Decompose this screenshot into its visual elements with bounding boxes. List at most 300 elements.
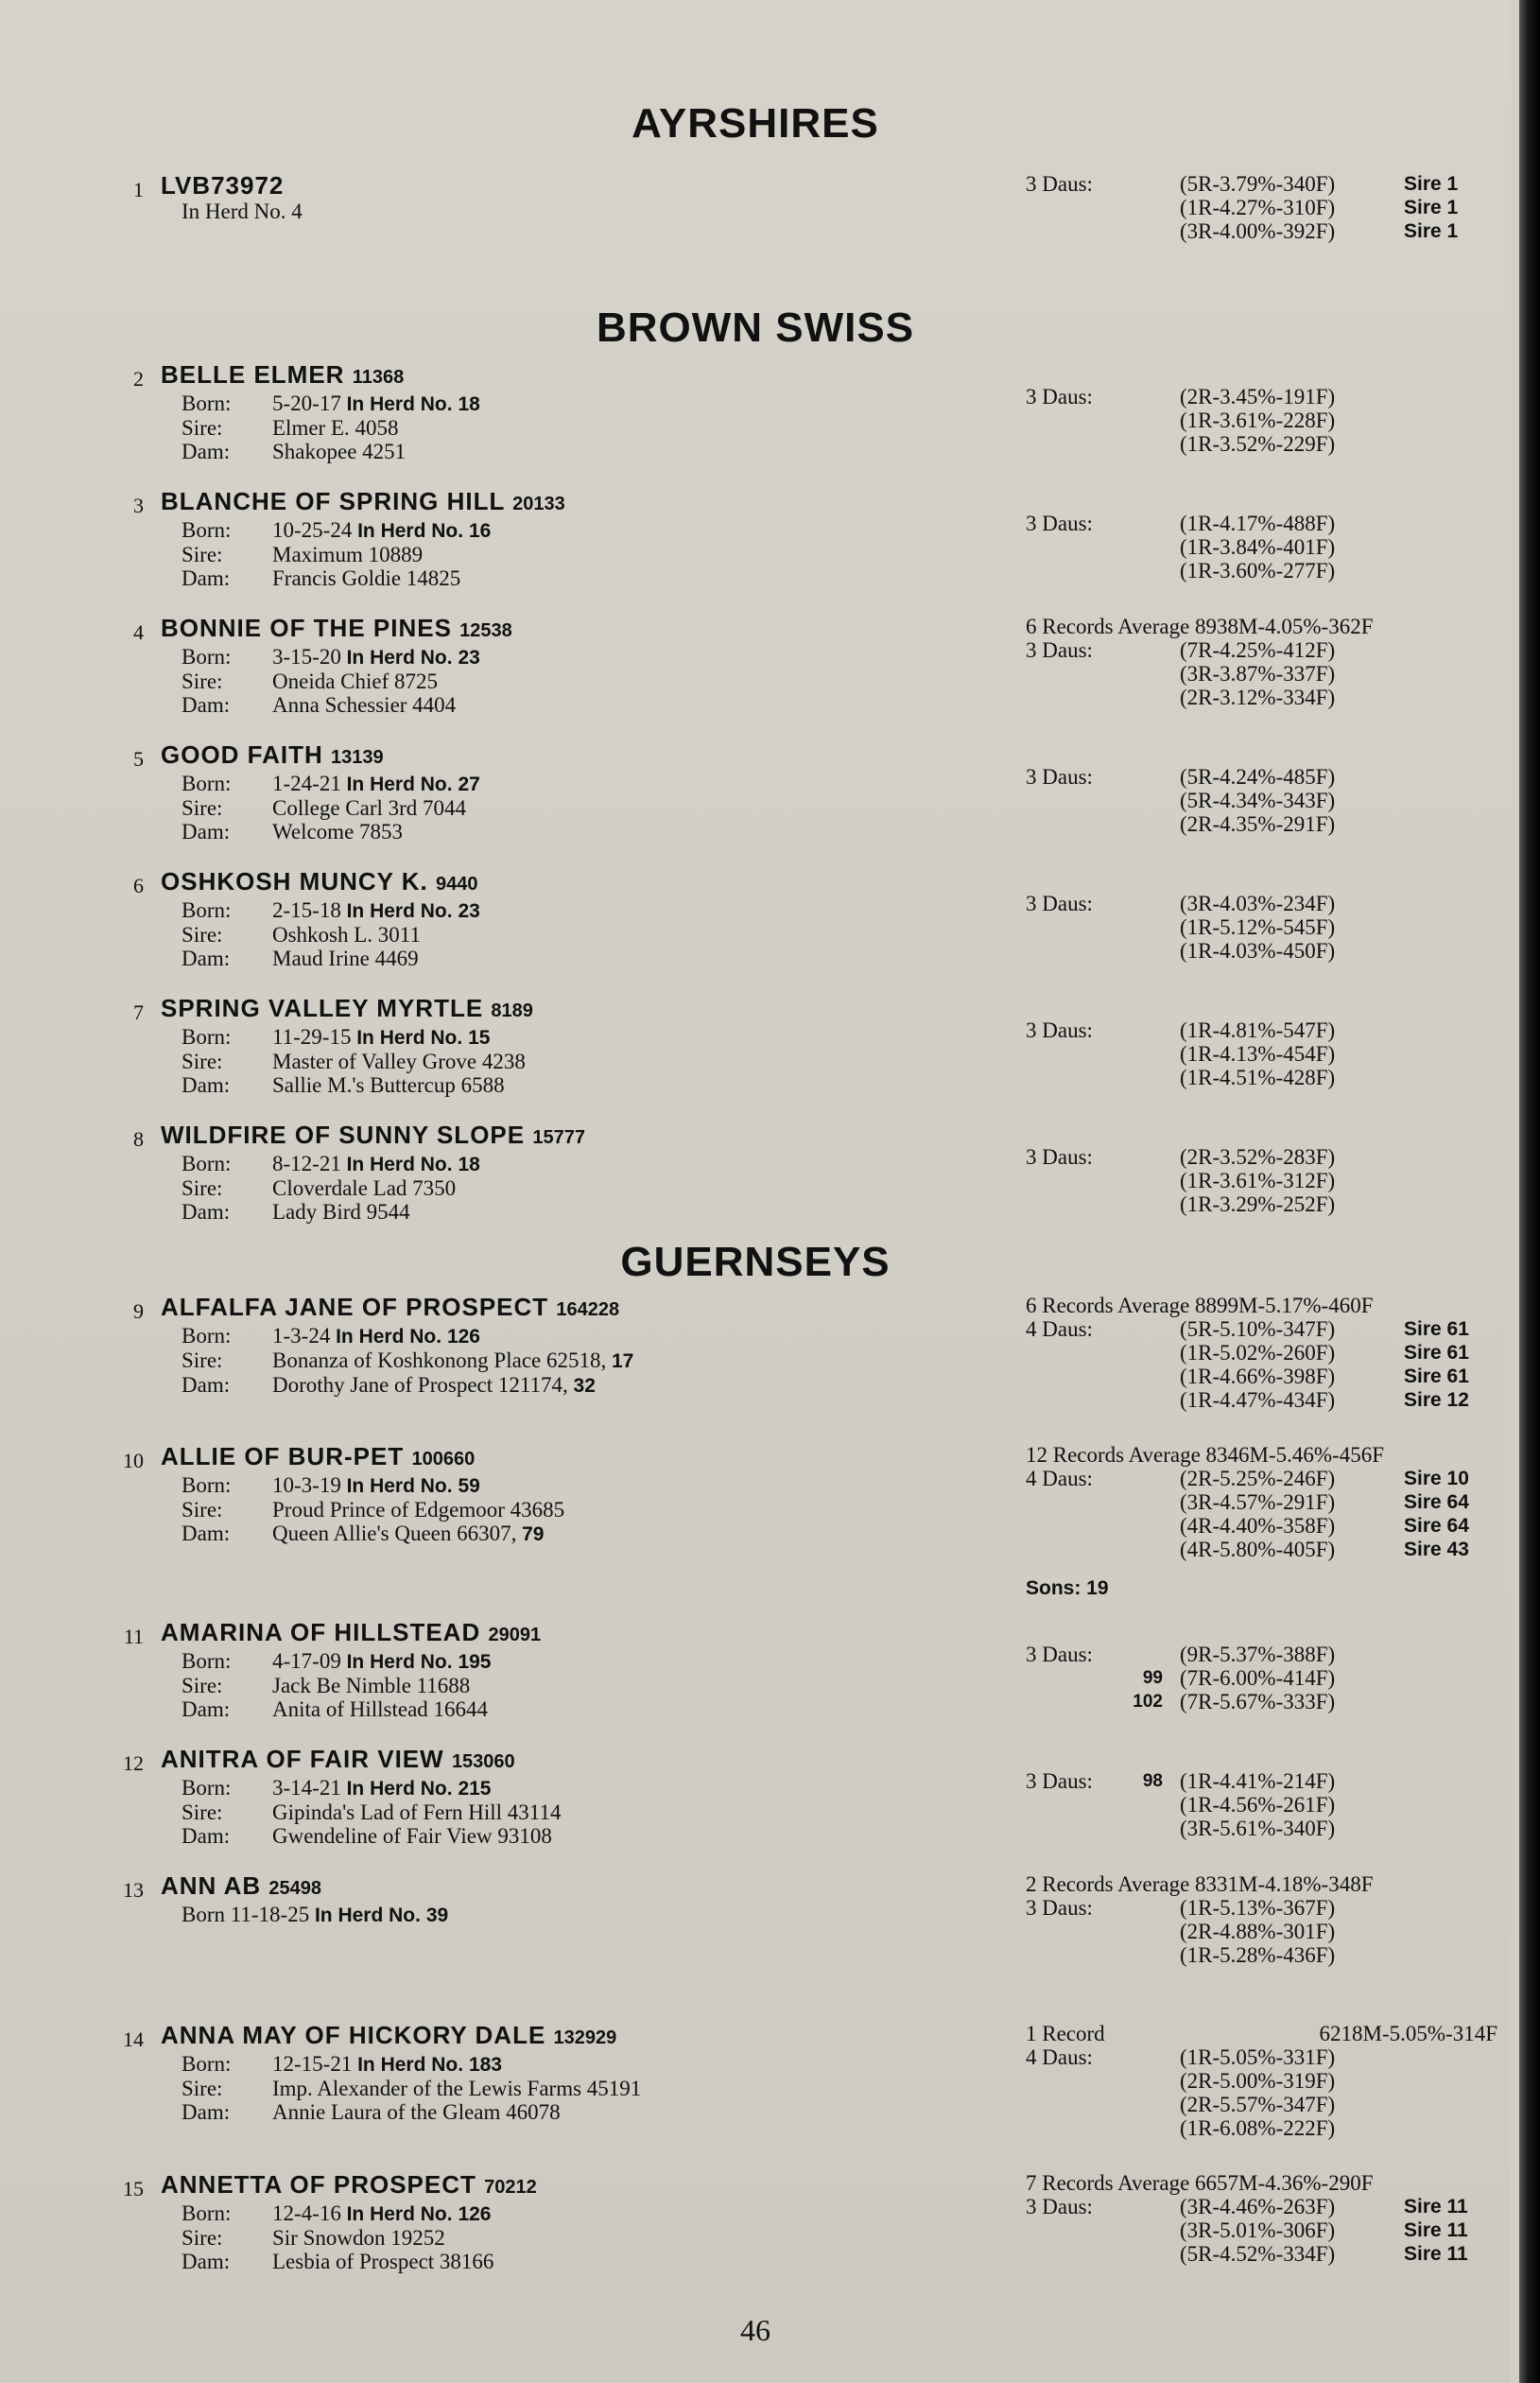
bull-entry [0,615,1511,738]
born-date: 12-15-21 [272,2052,353,2076]
daus-label: 3 Daus: [1026,172,1093,196]
entry-title [161,1872,1012,1903]
daughter-value: (1R-4.56%-261F) [1180,1793,1336,1817]
daughter-record [1026,1817,1503,1840]
entry-title [161,615,1012,645]
sire-name: Proud Prince of Edgemoor 43685 [272,1498,565,1522]
dam-line [161,2250,1012,2273]
sire-line [161,2226,1012,2250]
daughter-rank: 102 [1133,1692,1163,1712]
registry-number: 153060 [451,1751,515,1772]
dam-label: Dam: [182,440,231,463]
daughter-value: (4R-5.80%-405F) [1180,1538,1336,1561]
in-herd-label: In Herd No. [357,520,464,542]
sire-name: Imp. Alexander of the Lewis Farms 45191 [272,2077,642,2100]
daughter-value: (2R-5.57%-347F) [1180,2093,1336,2116]
sire-line [161,1498,1012,1522]
born-label: Born: [182,518,232,542]
born-line [161,1473,1012,1498]
dam-line [161,566,1012,590]
sire-line [161,2077,1012,2100]
daughter-value: (1R-5.05%-331F) [1180,2045,1336,2069]
bull-entry [0,2022,1511,2145]
records-average [1026,1294,1503,1317]
bull-entry [0,1872,1511,1995]
dam-name: Welcome 7853 [272,820,404,844]
daughter-record [1026,638,1503,662]
born-line [161,391,1012,416]
sire-name: Elmer E. 4058 [272,416,399,440]
records-text: 2 Records Average 8331M-4.18%-348F [1026,1872,1374,1896]
entry-details [161,1122,1012,1224]
dam-label: Dam: [182,1824,231,1848]
herd-ref [347,2203,492,2225]
daughter-rank: 98 [1142,1771,1163,1791]
daughter-record [1026,219,1503,243]
daughter-record [1026,1341,1503,1365]
section-heading-ayrshires: AYRSHIRES [632,100,879,147]
born-date: 3-15-20 [272,645,341,669]
sire-rank: Sire 64 [1404,1515,1469,1537]
sire-label: Sire: [182,670,223,693]
herd-ref [357,2054,502,2076]
registry-number: 164228 [556,1299,620,1320]
born-date: 1-24-21 [272,772,341,795]
production-records [1026,1872,1503,1967]
daus-label: 3 Daus: [1026,1896,1093,1920]
herd-number: 23 [458,900,480,922]
registry-number: 9440 [436,874,478,895]
production-records [1026,1294,1503,1412]
sire-rank: Sire 11 [1404,2196,1468,2218]
daughter-record [1026,1769,1503,1793]
daughter-value: (5R-5.10%-347F) [1180,1317,1336,1341]
daughter-value: (7R-6.00%-414F) [1180,1666,1336,1690]
production-records [1026,361,1503,456]
entry-details [161,1746,1012,1848]
daughter-value: (1R-4.51%-428F) [1180,1066,1336,1089]
dam-label: Dam: [182,1522,231,1545]
daughter-record [1026,1066,1503,1089]
herd-number: 59 [458,1475,480,1497]
herd-ref [347,393,480,415]
dam-line [161,693,1012,717]
daughter-record [1026,915,1503,939]
bull-entry [0,1294,1511,1417]
daughter-value: (1R-5.12%-545F) [1180,915,1336,939]
dam-label: Dam: [182,1200,231,1224]
bull-entry [0,361,1511,484]
entry-details [161,1443,1012,1546]
records-text: 6 Records Average 8938M-4.05%-362F [1026,615,1374,638]
daughter-record [1026,1643,1503,1666]
sire-line [161,416,1012,440]
sire-label: Sire: [182,543,223,566]
records-text: 7 Records Average 6657M-4.36%-290F [1026,2171,1374,2195]
sire-line [161,923,1012,947]
daughter-value: (1R-5.02%-260F) [1180,1341,1336,1365]
entry-details [161,995,1012,1097]
daus-label: 3 Daus: [1026,765,1093,789]
registry-number: 29091 [488,1625,542,1645]
born-line [161,1324,1012,1348]
herd-number: 23 [458,647,480,669]
registry-number: 100660 [411,1449,476,1470]
born-date: 10-25-24 [272,518,353,542]
animal-name: BONNIE OF THE PINES [161,614,452,642]
entry-title [161,741,1012,772]
daughter-record [1026,1943,1503,1967]
daughter-value: (4R-4.40%-358F) [1180,1514,1336,1538]
animal-name: ALLIE OF BUR-PET [161,1442,405,1470]
herd-number: 195 [458,1651,492,1673]
animal-name: OSHKOSH MUNCY K. [161,867,428,896]
entry-title [161,172,1012,200]
daughter-record [1026,409,1503,432]
herd-number: 15 [468,1027,491,1049]
dam-label: Dam: [182,566,231,590]
entry-title [161,1619,1012,1649]
daughter-record [1026,196,1503,219]
daughter-record [1026,892,1503,915]
sire-label: Sire: [182,1348,223,1372]
born-line [161,1776,1012,1800]
production-records [1026,868,1503,963]
daughter-record [1026,1018,1503,1042]
daughter-value: (3R-4.57%-291F) [1180,1490,1336,1514]
born-line [161,2201,1012,2226]
daus-label: 4 Daus: [1026,1467,1093,1490]
animal-name: GOOD FAITH [161,740,323,769]
production-records [1026,1619,1503,1713]
dam-label: Dam: [182,947,231,970]
bull-entry [0,1122,1511,1244]
sire-rank: Sire 61 [1404,1365,1469,1387]
daughter-value: (5R-4.34%-343F) [1180,789,1336,812]
daughter-value: (5R-4.52%-334F) [1180,2242,1336,2266]
sire-line [161,796,1012,820]
single-record [1026,2022,1503,2045]
born-label: Born: [182,898,232,922]
sire-rank: Sire 61 [1404,1342,1469,1364]
daughter-value: (3R-5.01%-306F) [1180,2218,1336,2242]
sire-label: Sire: [182,1050,223,1073]
daughter-record [1026,559,1503,583]
animal-name: SPRING VALLEY MYRTLE [161,994,484,1022]
bull-entry [0,1746,1511,1869]
sire-rank: Sire 61 [1404,1318,1469,1340]
dam-label: Dam: [182,2100,231,2124]
entry-number: 2 [133,367,144,391]
dam-name: Maud Irine 4469 [272,947,419,970]
daughter-value: (1R-5.13%-367F) [1180,1896,1336,1920]
in-herd-label: In Herd No. [346,393,453,415]
entry-details [161,741,1012,844]
daughter-record [1026,789,1503,812]
born-label: Born: [182,2201,232,2225]
sire-ref: 17 [612,1350,634,1372]
spacer [1026,1746,1503,1769]
daus-label: 3 Daus: [1026,2195,1093,2218]
entry-number: 7 [133,1000,144,1024]
dam-label: Dam: [182,1697,231,1721]
spacer [1026,995,1503,1018]
in-herd-label: In Herd No. [356,1027,463,1049]
entry-details [161,488,1012,590]
daus-label: 3 Daus: [1026,1643,1093,1666]
dam-line [161,440,1012,463]
born-line [161,645,1012,670]
page-number: 46 [740,2313,770,2347]
born-line [161,898,1012,923]
entry-number: 13 [123,1878,144,1902]
daughter-value: (7R-4.25%-412F) [1180,638,1336,662]
sire-rank: Sire 1 [1404,197,1459,218]
entry-number: 15 [123,2177,144,2200]
herd-ref [347,1475,480,1497]
animal-name: WILDFIRE OF SUNNY SLOPE [161,1121,526,1149]
animal-name: ANITRA OF FAIR VIEW [161,1745,444,1773]
daughter-value: (1R-4.13%-454F) [1180,1042,1336,1066]
daughter-record [1026,2045,1503,2069]
entry-title [161,1443,1012,1473]
sire-label: Sire: [182,796,223,820]
entry-details [161,868,1012,970]
spacer [1026,1122,1503,1145]
production-records [1026,2022,1503,2140]
daughter-value: (1R-3.60%-277F) [1180,559,1336,583]
entry-details [161,2171,1012,2273]
daughter-value: (5R-4.24%-485F) [1180,765,1336,789]
herd-number: 27 [458,774,480,795]
dam-name: Shakopee 4251 [272,440,407,463]
herd-number: 215 [458,1778,492,1800]
dam-label: Dam: [182,693,231,717]
herd-number: 18 [458,393,480,415]
daughter-value: (2R-5.00%-319F) [1180,2069,1336,2093]
sire-name: College Carl 3rd 7044 [272,796,467,820]
sire-rank: Sire 11 [1404,2219,1468,2241]
entry-number: 1 [133,178,144,201]
registry-number: 25498 [268,1878,321,1899]
entry-details [161,2022,1012,2124]
entry-details [161,615,1012,717]
daughter-record [1026,686,1503,709]
daughter-value: (9R-5.37%-388F) [1180,1643,1336,1666]
sire-rank: Sire 1 [1404,220,1459,242]
dam-line [161,947,1012,970]
daughter-value: (5R-3.79%-340F) [1180,172,1336,196]
sire-name: Master of Valley Grove 4238 [272,1050,526,1073]
bull-entry [0,995,1511,1118]
registry-number: 12538 [459,620,512,641]
sire-name: Maximum 10889 [272,543,424,566]
herd-ref [347,900,480,922]
daughter-record [1026,1896,1503,1920]
daughter-value: (1R-4.66%-398F) [1180,1365,1336,1388]
records-average [1026,615,1503,638]
sire-name: Jack Be Nimble 11688 [272,1674,471,1697]
in-herd-label: In Herd No. [357,2054,464,2076]
born-date: 2-15-18 [272,898,341,922]
records-average [1026,2171,1503,2195]
sire-line [161,1348,1012,1373]
in-herd-label: In Herd No. [346,900,453,922]
production-records [1026,2171,1503,2266]
entry-number: 11 [123,1625,144,1648]
daughter-record [1026,1490,1503,1514]
dam-line [161,2100,1012,2124]
herd-ref [347,774,480,795]
born-date: 11-29-15 [272,1025,352,1049]
herd-number: 126 [446,1326,480,1348]
in-herd-label: In Herd No. [346,1154,453,1175]
daughter-record [1026,1793,1503,1817]
daughter-value: (1R-3.61%-228F) [1180,409,1336,432]
records-text: 6 Records Average 8899M-5.17%-460F [1026,1294,1374,1317]
daus-label: 4 Daus: [1026,1317,1093,1341]
sire-name: Cloverdale Lad 7350 [272,1176,457,1200]
dam-line [161,820,1012,844]
daughter-value: (7R-5.67%-333F) [1180,1690,1336,1713]
dam-label: Dam: [182,820,231,844]
sire-name: Gipinda's Lad of Fern Hill 43114 [272,1800,562,1824]
in-herd-label: In Herd No. [346,774,453,795]
daughter-record [1026,1666,1503,1690]
entry-number: 6 [133,874,144,897]
dam-label: Dam: [182,1073,231,1097]
in-herd-label: In Herd No. [314,1905,421,1926]
animal-name: BLANCHE OF SPRING HILL [161,487,505,515]
registry-number: 15777 [532,1127,585,1148]
sire-rank: Sire 43 [1404,1539,1469,1560]
entry-number: 4 [133,620,144,644]
sire-label: Sire: [182,416,223,440]
daughter-record [1026,1145,1503,1169]
daughter-record [1026,2116,1503,2140]
production-records [1026,1122,1503,1216]
daughter-value: (1R-3.52%-229F) [1180,432,1336,456]
daughter-record [1026,535,1503,559]
in-herd-label: In Herd No. [346,1651,453,1673]
sire-name: Sir Snowdon 19252 [272,2226,445,2250]
born-line [161,2052,1012,2077]
animal-name: ANNA MAY OF HICKORY DALE [161,2021,546,2049]
sire-rank: Sire 10 [1404,1468,1469,1489]
daughter-value: (1R-4.27%-310F) [1180,196,1336,219]
born-date: 3-14-21 [272,1776,341,1800]
herd-number: 16 [468,520,492,542]
dam-label: Dam: [182,1373,231,1397]
sire-name: Bonanza of Koshkonong Place 62518, [272,1348,607,1372]
record-value: 6218M-5.05%-314F [1319,2022,1497,2045]
dam-line [161,1373,1012,1398]
daughter-value: (2R-4.88%-301F) [1180,1920,1336,1943]
sire-line [161,1176,1012,1200]
daughter-value: (3R-4.03%-234F) [1180,892,1336,915]
animal-name: LVB73972 [161,171,285,200]
entry-details [161,1294,1012,1398]
daughter-record [1026,939,1503,963]
daughter-value: (1R-3.29%-252F) [1180,1192,1336,1216]
animal-name: ANN AB [161,1871,262,1900]
daughter-record [1026,1690,1503,1713]
born-label: Born: [182,1025,232,1049]
daughter-value: (3R-4.46%-263F) [1180,2195,1336,2218]
herd-ref [356,1027,490,1049]
entry-number: 14 [123,2027,144,2051]
registry-number: 20133 [512,494,565,514]
born-label: Born: [182,391,232,415]
herd-number: 126 [458,2203,492,2225]
sire-label: Sire: [182,1800,223,1824]
production-records [1026,615,1503,709]
in-herd-label: In Herd No. [346,647,453,669]
in-herd-label: In Herd No. [346,1778,453,1800]
born-line [161,772,1012,796]
dam-name: Dorothy Jane of Prospect 121174, [272,1373,568,1397]
bull-entry [0,488,1511,611]
born-label: Born: [182,1324,232,1348]
in-herd-label: In Herd No. [336,1326,442,1348]
daughter-value: (1R-4.41%-214F) [1180,1769,1336,1793]
records-average [1026,1443,1503,1467]
born-label: Born: [182,772,232,795]
entry-details [161,172,1012,223]
sire-label: Sire: [182,1674,223,1697]
dam-ref: 79 [522,1523,545,1545]
dam-name: Francis Goldie 14825 [272,566,461,590]
dam-line [161,1522,1012,1546]
production-records [1026,172,1503,243]
animal-name: BELLE ELMER [161,360,345,389]
daughter-value: (1R-3.61%-312F) [1180,1169,1336,1192]
daughter-value: (2R-3.45%-191F) [1180,385,1336,409]
herd-ref [347,1651,492,1673]
daus-label: 3 Daus: [1026,638,1093,662]
spacer [1026,868,1503,892]
born-date: 12-4-16 [272,2201,341,2225]
dam-name: Gwendeline of Fair View 93108 [272,1824,552,1848]
daughter-record [1026,2195,1503,2218]
daus-label: 3 Daus: [1026,1769,1093,1793]
daughter-record [1026,2093,1503,2116]
entry-number: 10 [123,1449,144,1472]
herd-ref [347,647,480,669]
entry-details [161,1872,1012,1927]
bull-entry [0,741,1511,864]
entry-title [161,868,1012,898]
daughter-value: (2R-5.25%-246F) [1180,1467,1336,1490]
sire-line [161,543,1012,566]
sons-line [1026,1576,1503,1600]
daus-label: 3 Daus: [1026,512,1093,535]
in-herd-label: In Herd No. [346,2203,453,2225]
herd-ref [347,1154,480,1175]
sire-label: Sire: [182,2226,223,2250]
entry-details [161,1619,1012,1721]
entry-number: 12 [123,1751,144,1775]
spacer [1026,1619,1503,1643]
sire-label: Sire: [182,2077,223,2100]
herd-ref [347,1778,492,1800]
daughter-value: (1R-4.17%-488F) [1180,512,1336,535]
born-date: Born 11-18-25 [182,1903,310,1926]
spacer [1026,488,1503,512]
herd-line: In Herd No. 4 [182,200,303,223]
records-average [1026,1872,1503,1896]
born-line [161,518,1012,543]
